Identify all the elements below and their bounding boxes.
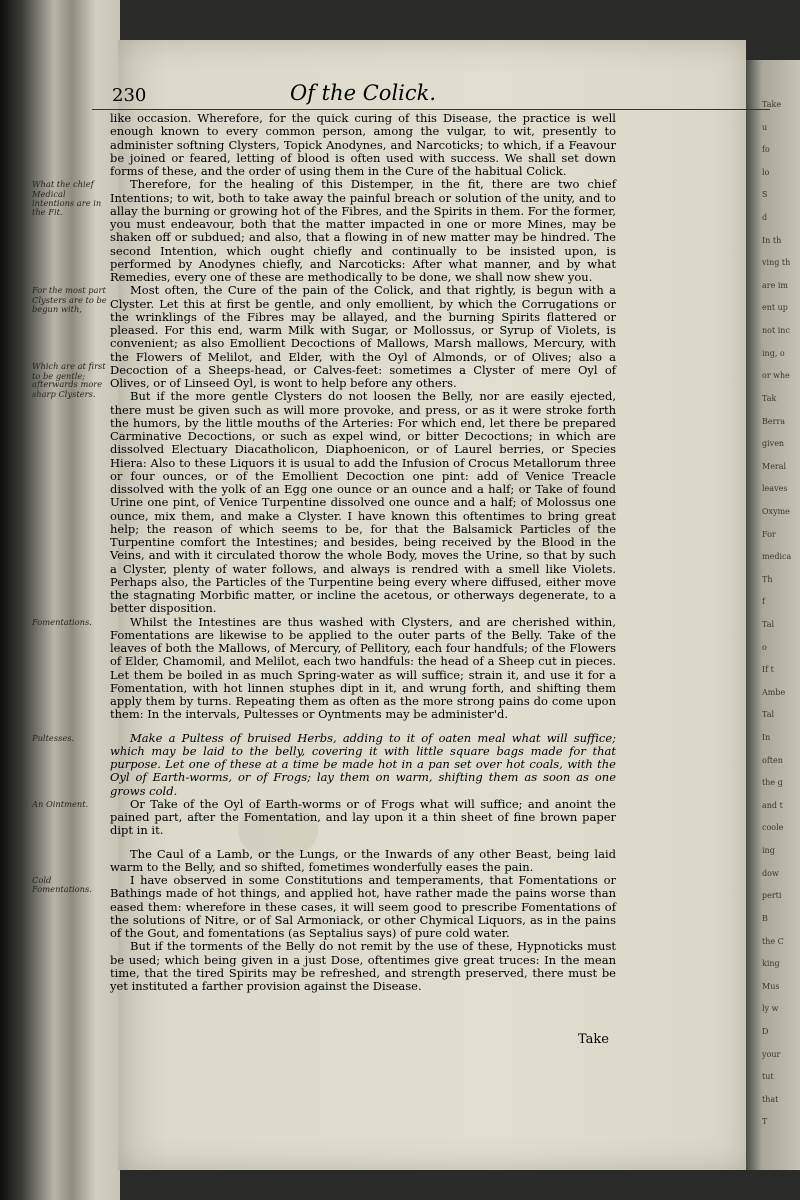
edge-fragment: ing — [762, 846, 775, 856]
edge-fragment: leaves — [762, 484, 788, 494]
edge-fragment: u — [762, 122, 768, 132]
paragraph: Make a Pultess of bruised Herbs, adding to it of oaten meal what will suffice; which may be laid to the belly, covering it with little square bags made for that purpose. Let one of these at a time be made hot in a pan set over hot coals, with the Oyl of Earth-worms, or of Frogs; lay them on warm, shifting them as soon as one grows cold. — [110, 730, 616, 798]
edge-fragment: lo — [762, 167, 770, 177]
paragraph: Most often, the Cure of the pain of the Colick, and that rightly, is begun with a Clyster. Let this at first be gentle, and only emollient, by which the Corrugations or the wrinklings of the Fibres may be allayed, and the burning Spirits flattered or pleased. For this end, warm Milk with Sugar, or Mollossus, or Syrup of Violets, is convenient; as also Emollient Decoctions of Mallows, Marsh mallows, Mercury, with the Flowers of Melilot, and Elder, with the Oyl of Almonds, or of Olives; also a Decoction of a Sheeps-head, or Calves-feet: sometimes a Clyster of mere Oyl of Olives, or of Linseed Oyl, is wont to help before any others. — [110, 283, 616, 390]
edge-fragment: f — [762, 597, 765, 607]
edge-fragment: Ambe — [762, 687, 786, 697]
paragraph: like occasion. Wherefore, for the quick curing of this Disease, the practice is well enough known to every common person, among the vulgar, to wit, presently to administer softning Clysters, Topick Anodynes, and Narcoticks; to which, if a Feavour be joined or feared, letting of blood is often used with success. We shall set down forms of these, and the order of using them in the Cure of the habitual Colick. — [110, 111, 616, 178]
paragraph-block — [32, 614, 616, 722]
paragraph: The Caul of a Lamb, or the Lungs, or the Inwards of any other Beast, being laid warm to the Belly, and so shifted, fometimes wonderfully eases the pain. — [110, 846, 616, 874]
paragraph-block — [32, 177, 616, 284]
edge-fragment: medica — [762, 552, 792, 562]
edge-fragment: your — [762, 1049, 781, 1059]
edge-fragment: ent up — [762, 303, 788, 313]
paragraph-block — [110, 940, 616, 993]
paragraph: Whilst the Intestines are thus washed with Clysters, and are cherished within, Fomentations are likewise to be applied to the outer parts of the Belly. Take of the leaves of both the Mallows, of Mercury, of Pellitory, each four handfuls; of the Flowers of Elder, Chamomil, and Melilot, each two handfuls: the head of a Sheep cut in pieces. Let them be boiled in as much Spring-water as will suffice; strain it, and use it for a Fomentation, with hot linnen stuphes dipt in it, and wrung forth, and shifting them apply them by turns. Repeating them as often as the more strong pains do come upon them: In the intervals, Pultesses or Oyntments may be administer'd. — [110, 614, 616, 722]
next-page-edge — [746, 60, 800, 1170]
main-text — [32, 111, 616, 1022]
edge-fragment: Mus — [762, 981, 780, 991]
edge-fragment: or whe — [762, 371, 790, 381]
paragraph: But if the more gentle Clysters do not loosen the Belly, nor are easily ejected, there must be given such as will more provoke, and press, or as it were stroke forth the humors, by the little mouths of the Arteries: For which end, let there be prepared Carminative Decoctions, or such as expel wind, or bitter Decoctions; in which are dissolved Electuary Diacatholicon, Diaphoenicon, or of Laurel berries, or Species Hiera: Also to these Liquors it is usual to add the Infusion of Crocus Metallorum three or four ounces, or of the Emollient Decoction one pint: add of Venice Treacle dissolved with the yolk of an Egg one ounce or an ounce and a half; or Take of found Urine one pint, of Venice Turpentine dissolved one ounce and a half; of Molossus one ounce, mix them, and make a Clyster. I have known this oftentimes to bring great help; the reason of which seems to be, for that the Balsamick Particles of the Turpentine comfort the Intestines; and besides, being received by the Blood in the Veins, and with it circulated thorow the whole Body, moves the Urine, so that by such a Clyster, plenty of water follows, and always is rendred with a smell like Violets. Perhaps also, the Particles of the Turpentine being every where diffused, either move the stagnating Morbific matter, or incline the acetous, or otherways degenerate, to a better disposition. — [110, 389, 616, 616]
page-header — [92, 83, 770, 110]
edge-fragment: Take — [762, 100, 782, 109]
edge-fragment: T — [762, 1117, 768, 1127]
edge-fragment: Berra — [762, 416, 786, 426]
margin-note-fomentations: Fomentations. — [32, 616, 92, 627]
edge-fragment: fo — [762, 145, 770, 155]
paragraph-block — [32, 379, 616, 616]
edge-fragment: D — [762, 1026, 769, 1036]
edge-fragment: the C — [762, 936, 784, 946]
edge-fragment: Tal — [762, 710, 775, 720]
margin-note-ointment: An Ointment. — [32, 798, 89, 809]
margin-note-first-gentle: Which are at first to be gentle; — [32, 361, 106, 381]
edge-fragment: ving th — [762, 258, 791, 268]
edge-fragment: o — [762, 642, 767, 652]
margin-note-chief-intentions: What the chief Medical intentions are in the Fit. — [32, 179, 102, 218]
edge-fragment: coole — [762, 823, 784, 833]
running-title: Of the Colick. — [290, 81, 437, 105]
margin-note-afterwards: afterwards more sharp Clysters. — [32, 379, 103, 399]
edge-fragment: tut — [762, 1072, 774, 1082]
edge-fragment: ing, o — [762, 348, 785, 358]
margin-note-cold-fomentations: Cold Fomentations. — [32, 875, 92, 895]
edge-fragment: given — [762, 439, 785, 449]
edge-fragment: In — [762, 733, 771, 743]
edge-fragment: that — [762, 1094, 779, 1104]
paragraph-block — [32, 796, 616, 838]
edge-fragment: and t — [762, 800, 783, 810]
edge-fragment: perti — [762, 891, 782, 901]
paragraph: Or Take of the Oyl of Earth-worms or of Frogs what will suffice; and anoint the pained part, after the Fomentation, and lay upon it a thin sheet of fine brown paper dipt in it. — [110, 796, 616, 838]
margin-note-most-part: For the most part Clysters are to be begun with, — [32, 285, 107, 314]
edge-fragment: often — [762, 755, 783, 765]
edge-fragment: Oxyme — [762, 506, 790, 516]
paragraph: But if the torments of the Belly do not remit by the use of these, Hypnoticks must be used; which being given in a just Dose, oftentimes give great truces: In the mean time, that the tired Spirits may be refreshed, and strength preserved, there must be yet instituted a farther provision against the Disease. — [110, 939, 616, 993]
edge-fragment: S — [762, 190, 768, 200]
paragraph-block — [110, 848, 616, 875]
paragraph: I have observed in some Constitutions and temperaments, that Fomentations or Bathings made of hot things, and applied hot, have rather made the pains worse than eased them: wherefore in these cases, it will seem good to prescribe Fomentations of the solutions of Nitre, or of Sal Armoniack, or other Chymical Liquors, as in the pains of the Gout, and fomentations (as Septalius says) of pure cold water. — [110, 873, 616, 940]
edge-fragment: are im — [762, 280, 789, 290]
edge-fragment: Th — [762, 574, 773, 584]
edge-fragment: For — [762, 529, 776, 539]
paragraph: Therefore, for the healing of this Distemper, in the fit, there are two chief Intentions; to wit, both to take away the painful breach or solution of the unity, and to allay the burning or growing hot of the Fibres, and the Spirits in them. For the former, you must endeavour, both that the matter impacted in one or more Mines, may be shaken off or subdued; and also, that a flowing in of new matter may be hindred. The second Intention, which ought chiefly and continually to be insisted upon, is performed by Anodynes chiefly, and Narcoticks: After what manner, and by what Remedies, every one of these are methodically to be done, we shall now shew you. — [110, 177, 616, 284]
edge-fragment: In th — [762, 235, 782, 245]
paragraph-block — [32, 873, 616, 940]
edge-fragment: Tak — [762, 393, 777, 403]
edge-fragment: Tal — [762, 620, 775, 629]
edge-fragment: not inc — [762, 326, 790, 336]
edge-fragment: B — [762, 913, 768, 923]
edge-fragment: the g — [762, 778, 783, 788]
catchword: Take — [578, 1032, 609, 1047]
edge-fragment: Meral — [762, 461, 787, 471]
edge-fragment: ly w — [762, 1004, 779, 1014]
margin-note-pultesses: Pultesses. — [32, 732, 75, 743]
edge-fragment: king — [762, 959, 780, 969]
edge-fragment: d — [762, 213, 768, 223]
edge-fragment: dow — [762, 868, 779, 878]
paragraph-block — [110, 112, 616, 178]
edge-fragment: If t — [762, 665, 774, 675]
page-number: 230 — [112, 85, 147, 106]
paragraph-block — [32, 730, 616, 798]
